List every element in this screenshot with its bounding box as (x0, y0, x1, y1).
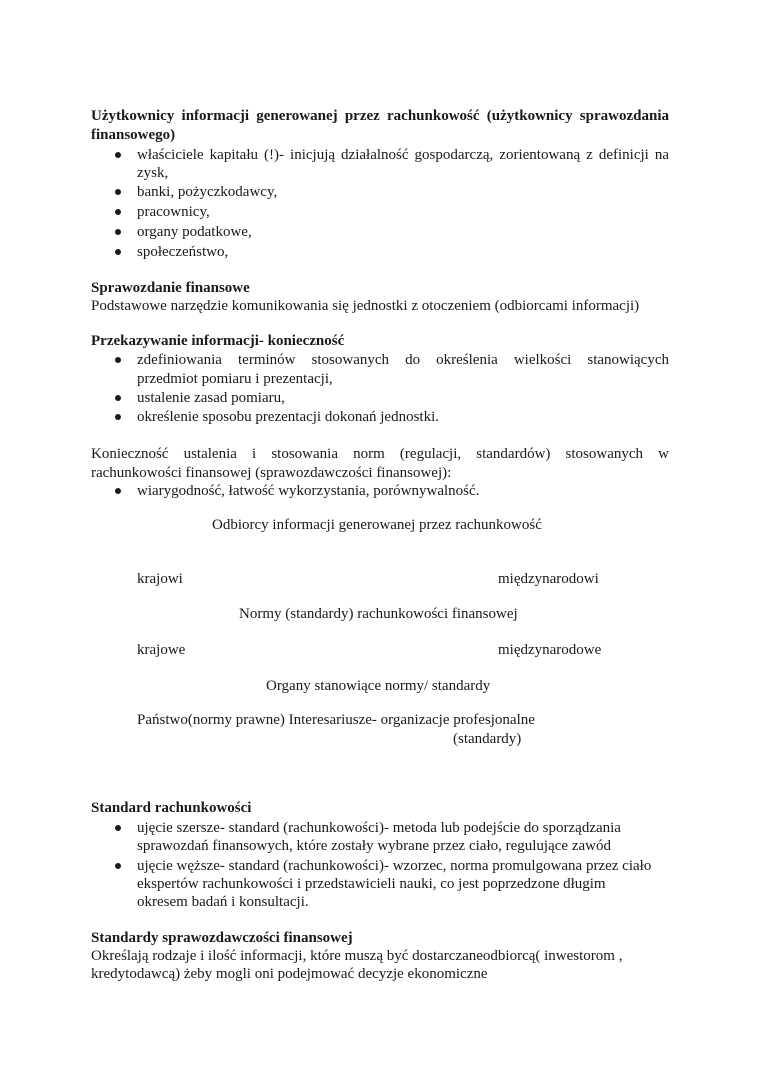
scheme-recipients-domestic: krajowi (137, 571, 183, 587)
bullet-icon (115, 818, 123, 838)
scheme-bodies-line: Państwo(normy prawne) Interesariusze- organizacje profesjonalne (137, 712, 535, 728)
list-item: banki, pożyczkodawcy, (137, 184, 278, 200)
scheme-norms-international: międzynarodowe (498, 642, 602, 658)
section-heading: Użytkownicy informacji generowanej przez rachunkowość (użytkownicy sprawozdania (91, 108, 669, 124)
list-item-cont: sprawozdań finansowych, które zostały wybrane przez ciało, regulujące zawód (137, 838, 611, 854)
list-item: społeczeństwo, (137, 244, 229, 260)
bullet-icon (115, 202, 123, 222)
bullet-icon (115, 856, 123, 876)
paragraph: Podstawowe narzędzie komunikowania się jednostki z otoczeniem (odbiorcami informacji) (91, 298, 640, 314)
scheme-recipients-title: Odbiorcy informacji generowanej przez rachunkowość (212, 517, 542, 533)
scheme-norms-domestic: krajowe (137, 642, 186, 658)
scheme-norms-title: Normy (standardy) rachunkowości finansowej (239, 606, 518, 622)
scheme-bodies-line-cont: (standardy) (453, 731, 522, 747)
bullet-icon (115, 222, 123, 242)
list-item: ujęcie szersze- standard (rachunkowości)- metoda lub podejście do sporządzania (137, 820, 621, 836)
scheme-bodies-title: Organy stanowiące normy/ standardy (266, 678, 491, 694)
paragraph: Określają rodzaje i ilość informacji, które muszą być dostarczaneodbiorcą( inwestorom , (91, 948, 623, 964)
bullet-icon (115, 182, 123, 202)
list-item: ustalenie zasad pomiaru, (137, 390, 285, 406)
section-heading: Przekazywanie informacji- konieczność (91, 333, 345, 349)
paragraph-cont: kredytodawcą) żeby mogli oni podejmować decyzje ekonomiczne (91, 966, 488, 982)
bullet-icon (115, 350, 123, 370)
list-item: pracownicy, (137, 204, 210, 220)
bullet-icon (115, 481, 123, 501)
section-heading: Standard rachunkowości (91, 800, 252, 816)
list-item-cont: zysk, (137, 165, 169, 181)
bullet-icon (115, 145, 123, 165)
list-item: wiarygodność, łatwość wykorzystania, porównywalność. (137, 483, 480, 499)
bullet-icon (115, 242, 123, 262)
list-item-cont: ekspertów rachunkowości i przedstawicieli nauki, co jest poprzedzone długim (137, 876, 606, 892)
list-item: ujęcie węższe- standard (rachunkowości)- wzorzec, norma promulgowana przez ciało (137, 858, 652, 874)
list-item: określenie sposobu prezentacji dokonań jednostki. (137, 409, 440, 425)
section-heading-cont: finansowego) (91, 127, 176, 143)
list-item: zdefiniowania terminów stosowanych do określenia wielkości stanowiących (137, 352, 669, 368)
list-item-cont: przedmiot pomiaru i prezentacji, (137, 371, 333, 387)
list-item: organy podatkowe, (137, 224, 252, 240)
paragraph: Konieczność ustalenia i stosowania norm (regulacji, standardów) stosowanych w (91, 446, 669, 462)
section-heading: Standardy sprawozdawczości finansowej (91, 930, 353, 946)
paragraph-cont: rachunkowości finansowej (sprawozdawczości finansowej): (91, 465, 452, 481)
bullet-icon (115, 407, 123, 427)
list-item-cont: okresem badań i konsultacji. (137, 894, 309, 910)
list-item: właściciele kapitału (!)- inicjują działalność gospodarczą, zorientowaną z definicji na (137, 147, 669, 163)
bullet-icon (115, 388, 123, 408)
scheme-recipients-international: międzynarodowi (498, 571, 599, 587)
section-heading: Sprawozdanie finansowe (91, 280, 250, 296)
